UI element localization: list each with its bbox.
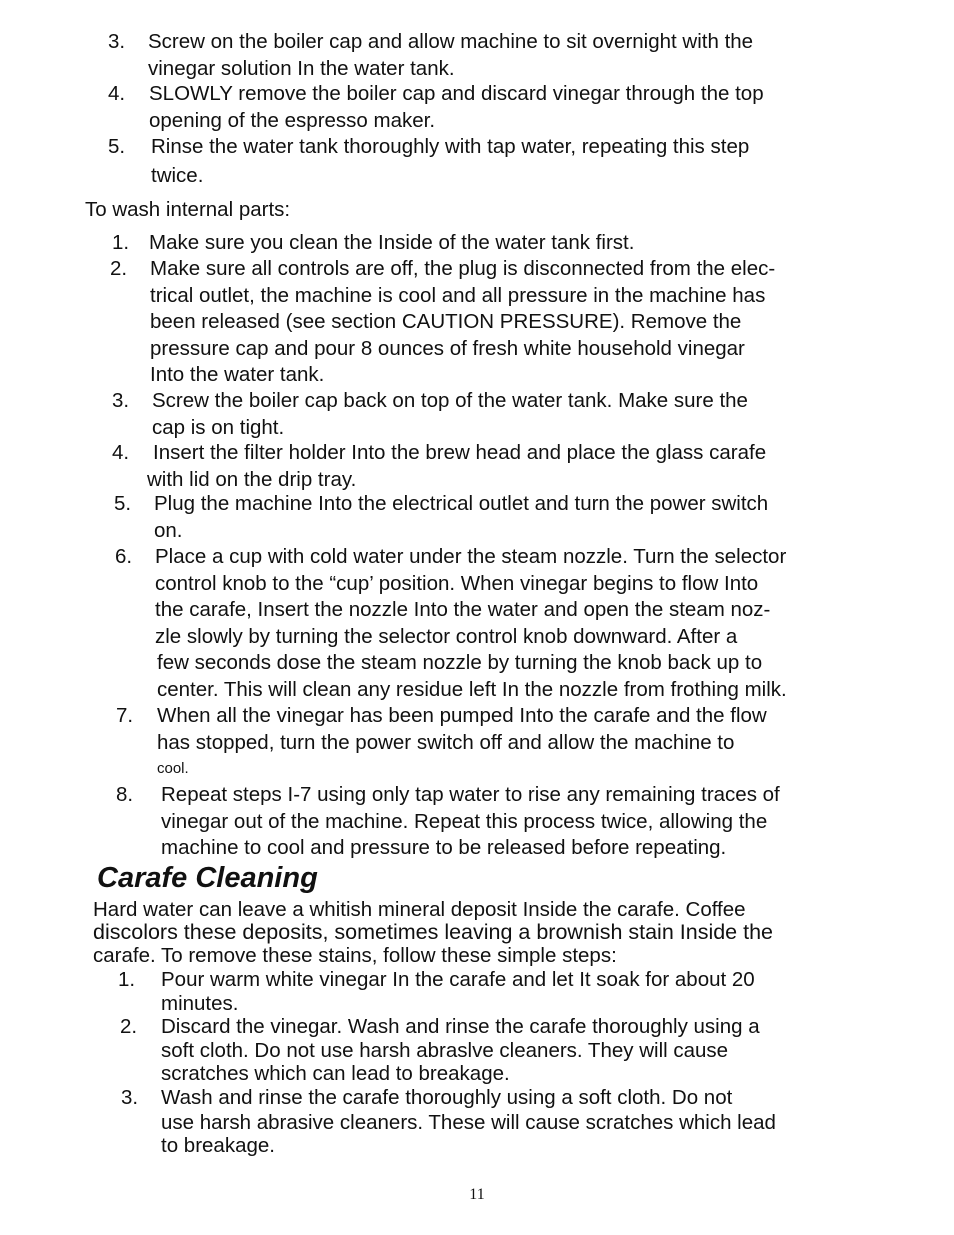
step-number: 7. (116, 704, 134, 727)
step-line: cap is on tight. (152, 415, 285, 439)
step-line: been released (see section CAUTION PRESSURE). Remove the (150, 310, 742, 333)
step-line: pressure cap and pour 8 ounces of fresh white household vinegar (150, 336, 745, 360)
step-line: to breakage. (161, 1134, 275, 1157)
step-text (149, 81, 764, 134)
step-line: Screw on the boiler cap and allow machine to sit overnight with the (148, 30, 754, 53)
step-line: vinegar out of the machine. Repeat this process twice, allowing the (161, 809, 768, 833)
step-line: trical outlet, the machine is cool and all pressure in the machine has (150, 283, 766, 307)
step-line: with lid on the drip tray. (147, 467, 357, 491)
step-line: SLOWLY remove the boiler cap and discard vinegar through the top (149, 82, 764, 105)
step-text (161, 968, 755, 1015)
step-line: Discard the vinegar. Wash and rinse the carafe thoroughly using a (161, 1015, 760, 1038)
section-heading: Carafe Cleaning (97, 862, 318, 894)
step-number: 5. (108, 135, 126, 158)
step-line: Pour warm white vinegar In the carafe and let It soak for about 20 (161, 968, 755, 991)
step-text (154, 491, 768, 544)
step-text (157, 703, 767, 783)
step-text (148, 29, 753, 82)
step-line: Into the water tank. (150, 363, 325, 386)
step-number: 2. (110, 257, 128, 280)
step-line: center. This will clean any residue left In the nozzle from frothing milk. (157, 677, 787, 701)
step-number: 5. (114, 492, 132, 515)
step-number: 3. (112, 389, 130, 412)
step-text (161, 1015, 760, 1086)
step-line: has stopped, turn the power switch off and allow the machine to (157, 730, 735, 754)
step-line: Repeat steps I-7 using only tap water to rise any remaining traces of (161, 783, 780, 806)
step-number: 4. (108, 82, 126, 105)
step-line: Make sure you clean the Inside of the water tank first. (149, 231, 635, 254)
step-line: Place a cup with cold water under the steam nozzle. Turn the selector (155, 545, 787, 568)
step-number: 2. (120, 1015, 138, 1038)
step-line: Plug the machine Into the electrical outlet and turn the power switch (154, 492, 769, 515)
step-line: cool. (157, 760, 189, 777)
step-line: When all the vinegar has been pumped Into the carafe and the flow (157, 704, 767, 727)
carafe-intro (93, 898, 773, 967)
step-number: 1. (112, 231, 130, 254)
step-line: Insert the filter holder Into the brew head and place the glass carafe (153, 441, 767, 464)
step-text (161, 782, 780, 862)
step-line: Make sure all controls are off, the plug is disconnected from the elec- (150, 257, 776, 280)
step-text (152, 388, 748, 441)
step-line: Rinse the water tank thoroughly with tap water, repeating this step (151, 135, 750, 158)
step-line: on. (154, 518, 183, 542)
step-line: twice. (151, 163, 204, 187)
step-text (151, 134, 749, 189)
paragraph-line: discolors these deposits, sometimes leaving a brownish stain Inside the (93, 920, 773, 944)
step-number: 8. (116, 783, 134, 806)
step-line: few seconds dose the steam nozzle by turning the knob back up to (157, 651, 763, 674)
step-number: 6. (115, 545, 133, 568)
step-line: soft cloth. Do not use harsh abraslve cleaners. They will cause (161, 1038, 729, 1062)
paragraph-line: Hard water can leave a whitish mineral deposit Inside the carafe. Coffee (93, 898, 746, 921)
step-line: Screw the boiler cap back on top of the water tank. Make sure the (152, 389, 748, 412)
step-line: vinegar solution In the water tank. (148, 56, 455, 80)
step-text (147, 440, 767, 493)
step-number: 4. (112, 441, 130, 464)
step-number: 3. (121, 1086, 139, 1109)
step-text (155, 544, 787, 703)
step-line: control knob to the “cup’ position. When vinegar begins to flow Into (155, 571, 759, 595)
step-number: 3. (108, 30, 126, 53)
step-line: scratches which can lead to breakage. (161, 1062, 510, 1085)
step-line: use harsh abrasive cleaners. These will cause scratches which lead (161, 1110, 776, 1134)
page-number: 11 (469, 1186, 485, 1203)
step-line: opening of the espresso maker. (149, 108, 436, 132)
step-line: machine to cool and pressure to be released before repeating. (161, 836, 727, 859)
section-intro: To wash internal parts: (85, 198, 291, 221)
step-line: Wash and rinse the carafe thoroughly using a soft cloth. Do not (161, 1086, 733, 1109)
step-line: the carafe, Insert the nozzle Into the water and open the steam noz- (155, 598, 771, 621)
step-text (161, 1086, 776, 1158)
step-number: 1. (118, 968, 136, 991)
step-line: minutes. (161, 991, 239, 1015)
step-text (149, 230, 634, 257)
paragraph-line: carafe. To remove these stains, follow these simple steps: (93, 944, 617, 967)
step-line: zle slowly by turning the selector control knob downward. After a (155, 624, 738, 648)
step-text (150, 256, 775, 389)
